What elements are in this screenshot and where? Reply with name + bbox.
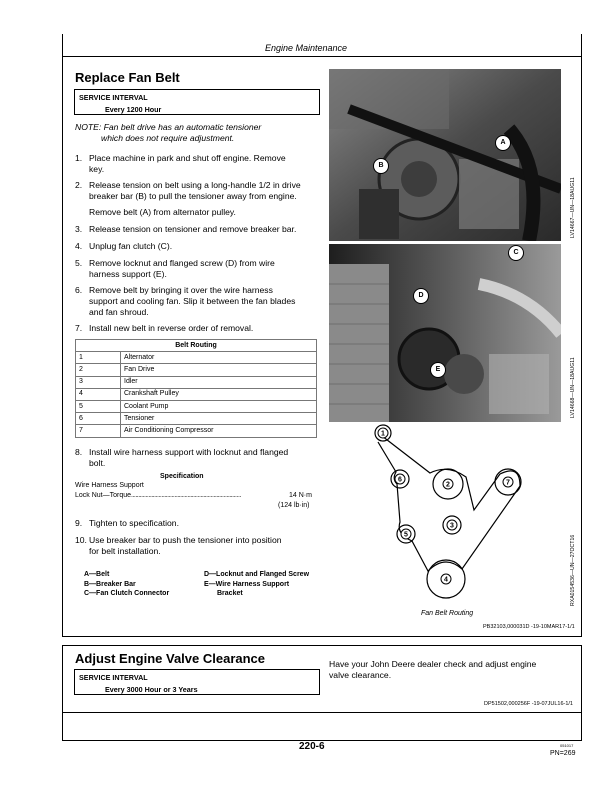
pulley-1-label: 1 [381,430,385,438]
step-text: Use breaker bar to push the tensioner into position [89,535,282,545]
callout-e: E [430,362,446,378]
table-cell: Fan Drive [121,364,317,376]
legend-left [84,570,169,599]
step-text: Install new belt in reverse order of removal. [89,323,254,333]
legend-right [204,570,309,599]
section-title-replace-fan-belt: Replace Fan Belt [75,70,180,85]
step-number: 8. [75,447,83,457]
table-cell: 7 [76,425,121,437]
section2-top-rule [62,645,582,646]
step-number: 10. [75,535,87,545]
table-row [76,400,317,412]
step-text: support and cooling fan. Slip it between the fan blades [89,296,296,306]
pulley-2-label: 2 [446,481,450,489]
section2-right-border [581,645,582,712]
callout-d: D [413,288,429,304]
step-number: 6. [75,285,83,295]
section1-bottom-rule [62,636,582,637]
step-text: Remove locknut and flanged screw (D) from wire [89,258,275,268]
section1-right-border [581,56,582,636]
body-text: Have your John Deere dealer check and adjust engine [329,659,537,669]
step-text: harness support (E). [89,269,167,279]
table-cell: Alternator [121,352,317,364]
table-row [76,352,317,364]
step-text: Install wire harness support with locknut and flanged [89,447,289,457]
table-cell: Air Conditioning Compressor [121,425,317,437]
footer-left-border [62,712,63,740]
service-interval-label: SERVICE INTERVAL [79,673,148,682]
table-row [76,364,317,376]
table-cell: 6 [76,413,121,425]
step-text: and fan shroud. [89,307,149,317]
legend-item: Bracket [217,590,243,597]
section2-bottom-rule [62,712,582,713]
section2-left-border [62,645,63,712]
table-cell: 1 [76,352,121,364]
note-line: which does not require adjustment. [101,133,235,143]
table-row [76,413,317,425]
step-number: 3. [75,224,83,234]
running-header: Engine Maintenance [264,43,348,53]
table-row [76,376,317,388]
pulley-7-label: 7 [506,479,510,487]
footer-right-border [581,712,582,740]
step-text: Release tension on belt using a long-handle 1/2 in drive [89,180,301,190]
service-interval-box [74,669,320,695]
spec-line [75,492,317,499]
step-number: 7. [75,323,83,333]
step-number: 9. [75,518,83,528]
note-line: NOTE: Fan belt drive has an automatic tensioner [75,122,262,132]
service-interval-value: Every 1200 Hour [105,105,162,114]
section1-left-border [62,56,63,636]
part-number: PN=269 [550,750,576,757]
spec-title: Specification [160,473,204,480]
step-text: Place machine in park and shut off engine. Remove [89,153,286,163]
step-text: for belt installation. [89,546,161,556]
spec-dots: ............................................................................ [131,492,241,499]
table-row [76,425,317,437]
spec-item: Wire Harness Support [75,482,144,489]
photo2-figure-id: LV14668—UN—18AUG11 [570,357,576,418]
section-title-adjust-valve-clearance: Adjust Engine Valve Clearance [75,651,266,666]
engine-photo-bottom-image [329,244,561,422]
step-text: Remove belt (A) from alternator pulley. [89,207,236,217]
page-number: 220-6 [299,741,325,752]
engine-photo-bottom [329,244,561,422]
step-text: breaker bar (B) to pull the tensioner away from engine. [89,191,297,201]
pulley-5-label: 5 [404,531,408,539]
service-interval-label: SERVICE INTERVAL [79,93,148,102]
header-rule [62,56,582,57]
diagram-figure-id: RXA0154536—UN—27OCT16 [570,534,576,606]
footer-code: 051017 [560,743,574,748]
callout-b: B [373,158,389,174]
step-text: Remove belt by bringing it over the wire harness [89,285,273,295]
step-text: key. [89,164,105,174]
table-cell: Coolant Pump [121,400,317,412]
engine-photo-top-image [329,69,561,241]
belt-routing-table [75,339,317,438]
table-cell: 2 [76,364,121,376]
note [75,122,261,144]
callout-a: A [495,135,511,151]
engine-photo-top [329,69,561,241]
step-text: bolt. [89,458,106,468]
table-cell: Idler [121,376,317,388]
photo1-figure-id: LV14667—UN—18AUG11 [570,177,576,238]
step-number: 4. [75,241,83,251]
valve-clearance-text [329,659,536,681]
callout-c: C [508,245,524,261]
spec-value: 14 N·m [289,492,312,499]
pulley-3-label: 3 [450,522,454,530]
table-cell: 3 [76,376,121,388]
diagram-caption: Fan Belt Routing [421,610,474,617]
step-number: 1. [75,153,83,163]
service-interval-value: Every 3000 Hour or 3 Years [105,685,198,694]
table-row [76,388,317,400]
step-text: Unplug fan clutch (C). [89,241,173,251]
table-cell: 4 [76,388,121,400]
table-cell: Tensioner [121,413,317,425]
step-number: 5. [75,258,83,268]
spec-value-alt: (124 lb·in) [278,502,310,509]
table-cell: Crankshaft Pulley [121,388,317,400]
spec-label: Lock Nut—Torque [75,492,132,499]
legend-item: C—Fan Clutch Connector [84,590,170,597]
step-text: Release tension on tensioner and remove breaker bar. [89,224,297,234]
pulley-4-label: 4 [444,576,448,584]
step-text: Tighten to specification. [89,518,179,528]
legend-item: D—Locknut and Flanged Screw [204,571,310,578]
step-number: 2. [75,180,83,190]
fan-belt-routing-diagram [370,424,540,614]
table-cell: 5 [76,400,121,412]
section1-ref: PB32103,000031D -19-10MAR17-1/1 [483,624,575,630]
pulley-6-label: 6 [398,476,402,484]
service-interval-box [74,89,320,115]
section2-ref: DP51502,000256F -19-07JUL16-1/1 [484,701,573,707]
legend-item: A—Belt [84,571,110,578]
legend-item: E—Wire Harness Support [204,580,290,588]
table-title: Belt Routing [76,340,317,352]
legend-item: B—Breaker Bar [84,580,136,588]
body-text: valve clearance. [329,670,392,680]
